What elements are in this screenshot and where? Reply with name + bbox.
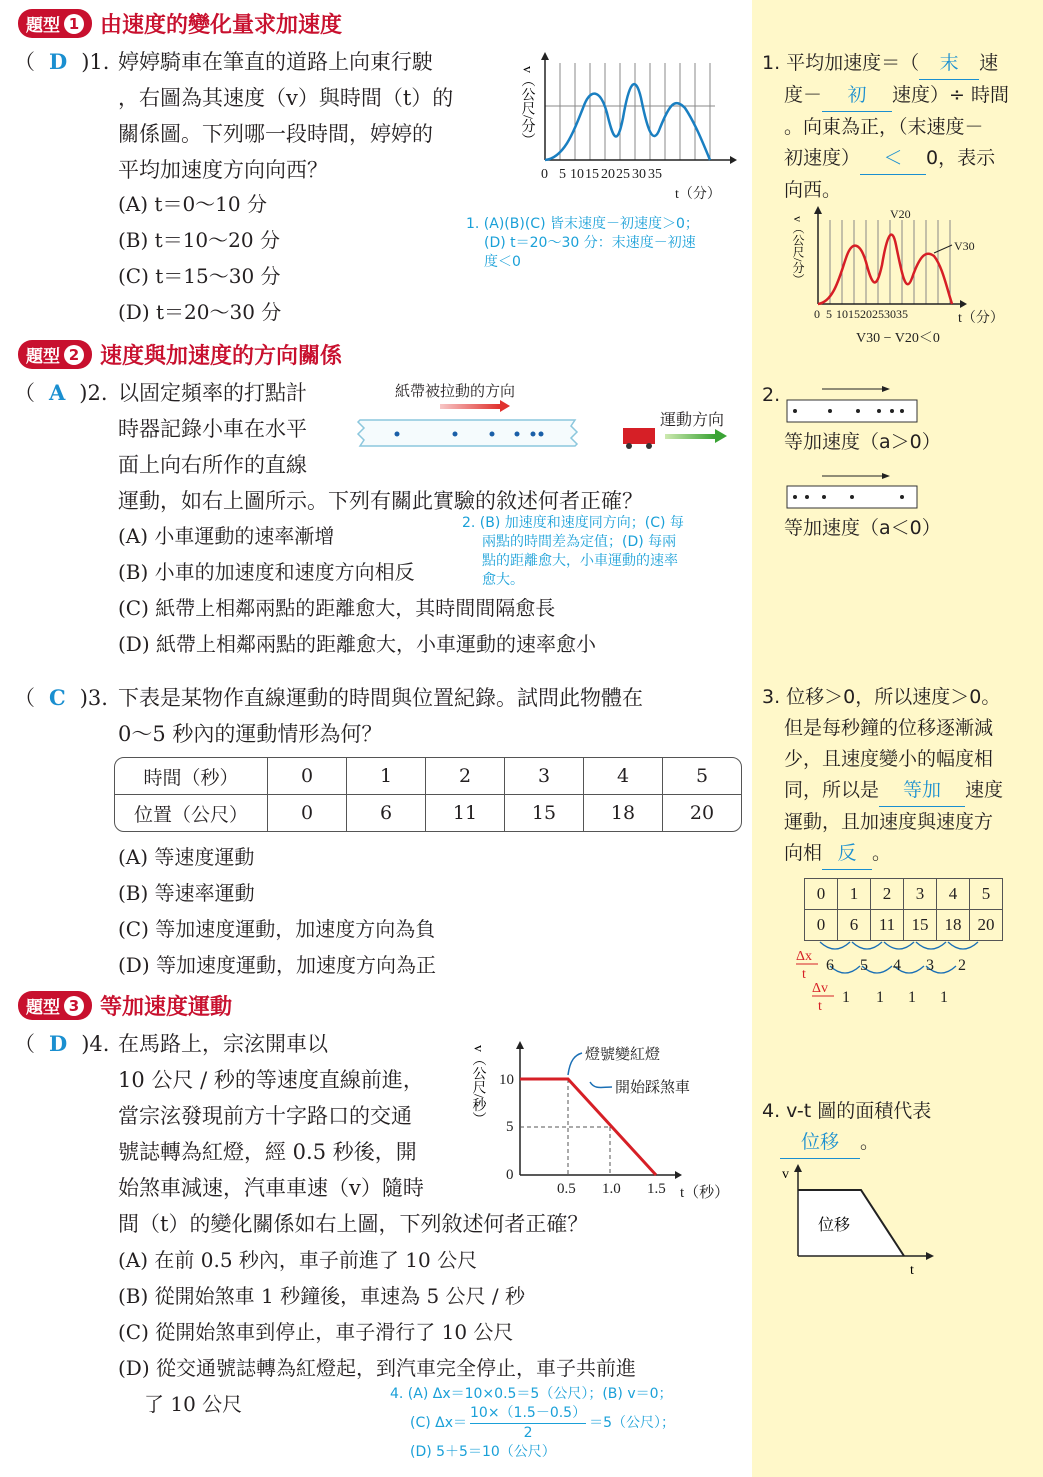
table-cell: 6 [838, 910, 871, 941]
option-b: (B) 從開始煞車 1 秒鐘後，車速為 5 公尺 / 秒 [118, 1284, 525, 1308]
text-line: 間（t）的變化關係如右上圖，下列敘述何者正確？ [118, 1212, 589, 1236]
table-row [805, 879, 1003, 910]
question-1-text [118, 44, 498, 188]
table-cell: 18 [584, 795, 663, 832]
q1-solution-note [466, 215, 741, 272]
question-3-options [118, 839, 436, 983]
option-b: (B) t＝10～20 分 [118, 228, 280, 252]
dv-value: 1 [842, 989, 850, 1006]
question-1: （ D )1. [14, 49, 110, 74]
table-cell: 18 [937, 910, 970, 941]
table-cell: 4 [937, 879, 970, 910]
text-line: 在馬路上，宗泫開車以 [118, 1032, 328, 1056]
dx-value: 3 [926, 957, 934, 974]
note-line: 1. (A)(B)(C) 皆末速度－初速度＞0； [466, 216, 699, 232]
tape-direction-label: 紙帶被拉動的方向 [395, 382, 516, 400]
table-cell: 位置（公尺） [115, 795, 268, 832]
table-cell: 11 [426, 795, 505, 832]
peak-label-v30: V30 [954, 239, 975, 253]
q3-data-table [114, 757, 742, 832]
option-d-continued: 了 10 公尺 [144, 1392, 243, 1416]
dx-value: 4 [893, 957, 901, 974]
text-line: 10 公尺 / 秒的等速度直線前進， [118, 1068, 424, 1092]
table-cell: 時間（秒） [115, 758, 268, 795]
side-note-3: 3. 位移＞0，所以速度＞0。 但是每秒鐘的位移逐漸減 少，且速度變小的幅度相 同，所以是 等加 速度 運動，且加速度與速度方 向相 反 。 [762, 682, 1042, 870]
question-4: （ D )4. [14, 1031, 110, 1056]
dx-label: Δx [796, 949, 813, 964]
text-line: 時器記錄小車在水平 [118, 417, 307, 441]
option-b: (B) 小車的加速度和速度方向相反 [118, 560, 415, 584]
tick-label: 25 [872, 307, 884, 321]
table-cell: 1 [347, 758, 426, 795]
q4-solution-note [390, 1385, 750, 1462]
table-cell: 2 [871, 879, 904, 910]
annotation-braking: 開始踩煞車 [615, 1078, 691, 1096]
note-line: 點的距離愈大，小車運動的速率 [482, 553, 678, 569]
text-line: 面上向右所作的直線 [118, 453, 307, 477]
option-c: (C) 等加速度運動，加速度方向為負 [118, 917, 436, 941]
option-b: (B) 等速率運動 [118, 881, 255, 905]
option-d: (D) 等加速度運動，加速度方向為正 [118, 953, 436, 977]
note-fraction-line [390, 1404, 750, 1443]
note-line: 度＜0 [484, 254, 521, 270]
x-axis-label: t（秒） [680, 1185, 730, 1201]
tick-label: 30 [884, 307, 896, 321]
tick-label: 10 [836, 307, 848, 321]
question-2: （ A )2. [14, 380, 108, 405]
text-line: 號誌轉為紅燈，經 0.5 秒後，開 [118, 1140, 417, 1164]
option-a: (A) 在前 0.5 秒內，車子前進了 10 公尺 [118, 1248, 478, 1272]
side-note-4: 4. v-t 圖的面積代表 位移 。 [762, 1096, 1042, 1159]
option-a: (A) 等速度運動 [118, 845, 255, 869]
tick-label: 20 [601, 167, 615, 182]
dv-label: Δv [812, 981, 829, 996]
dv-denominator: t [818, 999, 822, 1014]
section-header-3 [18, 990, 232, 1021]
text-line: 始煞車減速，汽車車速（v）隨時 [118, 1176, 424, 1200]
x-tick: 1.5 [647, 1181, 666, 1197]
x-tick: 1.0 [602, 1181, 621, 1197]
table-row [115, 758, 741, 795]
option-c: (C) 從開始煞車到停止，車子滑行了 10 公尺 [118, 1320, 514, 1344]
section-badge: 題型 3 [18, 991, 92, 1020]
note-text: ＝5（公尺）； [589, 1415, 676, 1431]
q1-velocity-graph [515, 48, 740, 208]
y-axis-label: v（公尺/分） [791, 216, 805, 286]
text-line: 平均加速度方向向西？ [118, 158, 328, 182]
y-tick: 5 [506, 1119, 514, 1135]
option-a: (A) 小車運動的速率漸增 [118, 524, 335, 548]
y-tick: 10 [499, 1072, 514, 1088]
option-d: (D) t＝20～30 分 [118, 300, 282, 324]
table-row [805, 910, 1003, 941]
tick-label: 15 [585, 167, 599, 182]
table-cell: 0 [805, 910, 838, 941]
table-cell: 6 [347, 795, 426, 832]
text-line: ，右圖為其速度（v）與時間（t）的 [118, 86, 454, 110]
question-2-text [118, 375, 358, 483]
table-cell: 20 [970, 910, 1003, 941]
dx-value: 2 [958, 957, 966, 974]
option-a: (A) t＝0～10 分 [118, 192, 267, 216]
tick-label: 15 [848, 307, 860, 321]
y-tick: 0 [506, 1167, 514, 1183]
table-cell: 1 [838, 879, 871, 910]
question-3: （ C )3. [14, 685, 108, 710]
fraction [470, 1404, 586, 1443]
section-title: 由速度的變化量求加速度 [100, 13, 343, 38]
table-cell: 11 [871, 910, 904, 941]
area-label: 位移 [818, 1215, 851, 1234]
table-cell: 15 [904, 910, 937, 941]
option-c: (C) t＝15～30 分 [118, 264, 281, 288]
table-cell: 0 [268, 758, 347, 795]
answer-letter: C [49, 685, 66, 710]
text-line: 婷婷騎車在筆直的道路上向東行駛 [118, 50, 433, 74]
tick-label: 30 [632, 167, 646, 182]
side-velocity-graph [790, 200, 1010, 350]
option-d: (D) 從交通號誌轉為紅燈起，到汽車完全停止，車子共前進 [118, 1356, 636, 1380]
table-cell: 15 [505, 795, 584, 832]
table-cell: 0 [805, 879, 838, 910]
table-cell: 5 [970, 879, 1003, 910]
tick-label: 5 [559, 167, 566, 182]
tape-label-positive: 等加速度（a＞0） [784, 431, 941, 453]
tick-label: 0 [541, 167, 548, 182]
dv-value: 1 [940, 989, 948, 1006]
side-note-2-number: 2. [762, 384, 781, 406]
answer-letter: A [49, 380, 66, 405]
x-axis-label: t（分） [675, 187, 721, 202]
dx-value: 6 [826, 957, 834, 974]
section-badge: 題型 1 [18, 9, 92, 38]
table-cell: 3 [904, 879, 937, 910]
question-number: )4. [81, 1032, 110, 1056]
dx-denominator: t [802, 967, 806, 982]
note-line: 2. (B) 加速度和速度同方向；(C) 每 [462, 515, 684, 531]
tick-label: 20 [860, 307, 872, 321]
question-4-text [118, 1026, 478, 1206]
annotation-red-light: 燈號變紅燈 [585, 1045, 661, 1063]
section-badge: 題型 2 [18, 340, 92, 369]
x-tick: 0.5 [557, 1181, 576, 1197]
question-1-options [118, 186, 281, 330]
y-axis-label: v（公尺/秒） [470, 1045, 486, 1126]
motion-direction-label: 運動方向 [660, 410, 725, 429]
table-cell: 2 [426, 758, 505, 795]
table-cell: 20 [663, 795, 742, 832]
side-mini-table [804, 878, 1003, 941]
tick-label: 35 [896, 307, 908, 321]
question-number: )2. [79, 381, 108, 405]
table-cell: 5 [663, 758, 742, 795]
side-note-1: 1. 平均加速度＝（ 末 速 度－ 初 速度）÷ 時間 。向東為正，（末速度－ 初速度） ＜ 0，表示 向西。 [762, 48, 1042, 206]
table-cell: 3 [505, 758, 584, 795]
text-line: 下表是某物作直線運動的時間與位置紀錄。試問此物體在 [118, 686, 643, 710]
text-line: 0～5 秒內的運動情形為何？ [118, 722, 383, 746]
section-title: 等加速度運動 [100, 995, 233, 1020]
dx-value: 5 [860, 957, 868, 974]
question-3-text [118, 680, 738, 752]
dv-value: 1 [876, 989, 884, 1006]
note-line: 愈大。 [482, 572, 524, 588]
table-cell: 0 [268, 795, 347, 832]
note-line: 兩點的時間差為定值；(D) 每兩 [482, 534, 677, 550]
text-line: 當宗泫發現前方十字路口的交通 [118, 1104, 412, 1128]
section-title: 速度與加速度的方向關係 [100, 344, 343, 369]
question-number: )1. [81, 50, 110, 74]
note-text: (C) Δx＝ [410, 1415, 468, 1431]
note-line: (D) t＝20～30 分：末速度－初速 [484, 235, 696, 251]
dv-value: 1 [908, 989, 916, 1006]
peak-label-v20: V20 [890, 207, 911, 221]
axis-v-label: v [782, 1167, 789, 1182]
table-cell: 4 [584, 758, 663, 795]
question-number: )3. [79, 686, 108, 710]
section-header-2 [18, 339, 342, 370]
x-axis-label: t（分） [958, 311, 1004, 326]
table-row [115, 795, 741, 832]
numerator: 10×（1.5－0.5） [470, 1404, 586, 1424]
text-line: 以固定頻率的打點計 [118, 381, 307, 405]
tick-label: 35 [648, 167, 662, 182]
y-axis-label: v（公尺/分） [519, 66, 535, 147]
side-difference-diagram [790, 938, 990, 1018]
answer-letter: D [49, 1031, 68, 1056]
note-line: 4. (A) Δx＝10×0.5＝5（公尺）；(B) v＝0； [390, 1386, 673, 1402]
tick-label: 0 [814, 307, 820, 321]
tape-label-negative: 等加速度（a＜0） [784, 517, 941, 539]
answer-letter: D [49, 49, 68, 74]
axis-t-label: t [910, 1263, 914, 1278]
q4-velocity-graph [470, 1035, 740, 1205]
option-c: (C) 紙帶上相鄰兩點的距離愈大，其時間間隔愈長 [118, 596, 556, 620]
side-area-graph [776, 1160, 946, 1280]
section-header-1 [18, 8, 342, 39]
tick-label: 10 [570, 167, 584, 182]
graph-caption: V30 − V20＜0 [856, 331, 940, 346]
tick-label: 25 [616, 167, 630, 182]
note-line: (D) 5＋5＝10（公尺） [410, 1444, 556, 1460]
option-d: (D) 紙帶上相鄰兩點的距離愈大，小車運動的速率愈小 [118, 632, 596, 656]
text-line: 關係圖。下列哪一段時間，婷婷的 [118, 122, 433, 146]
tick-label: 5 [826, 307, 832, 321]
q2-solution-note [462, 514, 742, 590]
denominator: 2 [523, 1425, 533, 1441]
text-line: 運動，如右上圖所示。下列有關此實驗的敘述何者正確？ [118, 489, 643, 513]
